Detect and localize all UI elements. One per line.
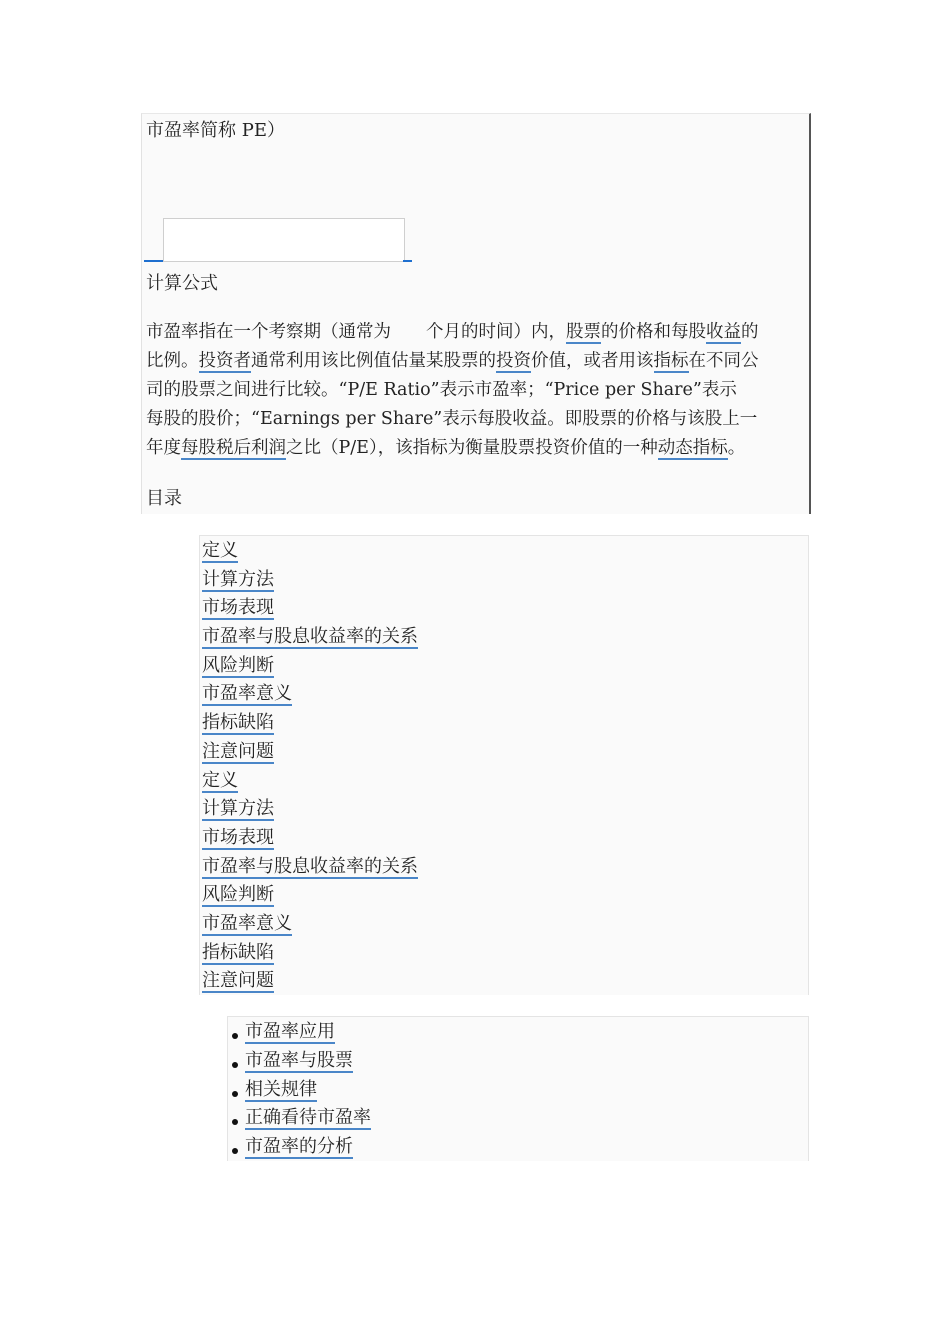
image-placeholder[interactable] [163, 218, 405, 262]
toc-link[interactable]: 市场表现 [202, 826, 274, 848]
toc-item [202, 795, 418, 824]
toc-item [202, 738, 418, 767]
toc-link[interactable]: 市盈率与股息收益率的关系 [202, 855, 418, 877]
toc-item [202, 853, 418, 882]
toc-link[interactable]: 市盈率与股息收益率的关系 [202, 626, 418, 648]
toc-link[interactable]: 风险判断 [202, 654, 274, 676]
bullet-icon [232, 1119, 238, 1125]
related-link[interactable]: 正确看待市盈率 [245, 1107, 371, 1129]
related-topics-panel [227, 1016, 809, 1161]
intro-title: 市盈率简称 PE） [146, 120, 285, 141]
paragraph-line [146, 318, 808, 347]
paragraph-line: 每股的股价；“Earnings per Share”表示每股收益。即股票的价格与该股上一 [146, 409, 758, 429]
toc-item [202, 910, 418, 939]
paragraph-text: 价值，或者用该 [531, 351, 654, 371]
related-link[interactable]: 市盈率应用 [245, 1021, 335, 1042]
related-item [232, 1104, 371, 1133]
toc-heading: 目录 [146, 488, 182, 509]
toc-link[interactable]: 计算方法 [202, 798, 274, 820]
toc-item [202, 566, 418, 595]
toc-item [202, 652, 418, 681]
bullet-icon [232, 1091, 238, 1097]
paragraph-line: 司的股票之间进行比较。“P/E Ratio”表示市盈率；“Price per Share”表示 [146, 380, 737, 400]
toc-link[interactable]: 指标缺陷 [202, 941, 274, 963]
related-item [232, 1133, 371, 1162]
related-topics-list [232, 1018, 371, 1162]
toc-list [202, 537, 418, 996]
toc-link[interactable]: 计算方法 [202, 568, 274, 590]
toc-link[interactable]: 定义 [202, 769, 238, 791]
toc-link[interactable]: 定义 [202, 540, 238, 561]
table-of-contents [199, 535, 809, 995]
bullet-icon [232, 1148, 238, 1154]
related-link[interactable]: 市盈率与股票 [245, 1049, 353, 1071]
formula-heading: 计算公式 [146, 273, 218, 294]
toc-item [202, 709, 418, 738]
paragraph-text: 之比（P/E），该指标为衡量股票投资价值的一种 [286, 438, 658, 458]
article-panel [141, 113, 811, 514]
toc-link[interactable]: 市盈率意义 [202, 683, 292, 705]
toc-item [202, 967, 418, 996]
toc-link[interactable]: 注意问题 [202, 740, 274, 762]
paragraph-text: 的价格和每股 [601, 322, 706, 342]
related-link[interactable]: 市盈率的分析 [245, 1136, 353, 1158]
link-eps-after-tax[interactable]: 每股税后利润 [181, 438, 286, 458]
paragraph-line [146, 347, 808, 376]
toc-link[interactable]: 风险判断 [202, 884, 274, 906]
toc-link[interactable]: 指标缺陷 [202, 712, 274, 734]
paragraph-text: 通常利用该比例值估量某股票的 [251, 351, 496, 371]
paragraph-text: 年度 [146, 438, 181, 458]
toc-link[interactable]: 市场表现 [202, 597, 274, 619]
link-indicator[interactable]: 指标 [653, 351, 689, 371]
paragraph-text: 市盈率指在一个考察期（通常为 个月的时间）内， [146, 322, 566, 342]
related-item [232, 1018, 371, 1047]
related-item [232, 1076, 371, 1105]
toc-item [202, 767, 418, 796]
paragraph-text: 的 [741, 322, 759, 342]
toc-item [202, 939, 418, 968]
link-earnings[interactable]: 收益 [706, 322, 741, 342]
link-investment[interactable]: 投资 [496, 351, 531, 371]
link-investor[interactable]: 投资者 [198, 351, 251, 371]
toc-item [202, 537, 418, 566]
toc-link[interactable]: 注意问题 [202, 970, 274, 992]
paragraph-text: 。 [727, 438, 746, 458]
paragraph-line [146, 434, 808, 463]
link-stock[interactable]: 股票 [566, 322, 601, 342]
image-link-underline-left[interactable] [144, 260, 163, 262]
related-item [232, 1047, 371, 1076]
image-link-underline-right[interactable] [403, 260, 412, 262]
paragraph-text: 比例。 [146, 351, 199, 371]
toc-item [202, 680, 418, 709]
link-dynamic-indicator[interactable]: 动态指标 [657, 438, 728, 458]
toc-item [202, 623, 418, 652]
toc-item [202, 594, 418, 623]
toc-link[interactable]: 市盈率意义 [202, 912, 292, 934]
toc-item [202, 824, 418, 853]
bullet-icon [232, 1062, 238, 1068]
bullet-icon [232, 1033, 238, 1039]
definition-paragraph [146, 318, 808, 463]
related-link[interactable]: 相关规律 [245, 1078, 317, 1100]
toc-item [202, 881, 418, 910]
paragraph-text: 在不同公 [688, 351, 759, 371]
